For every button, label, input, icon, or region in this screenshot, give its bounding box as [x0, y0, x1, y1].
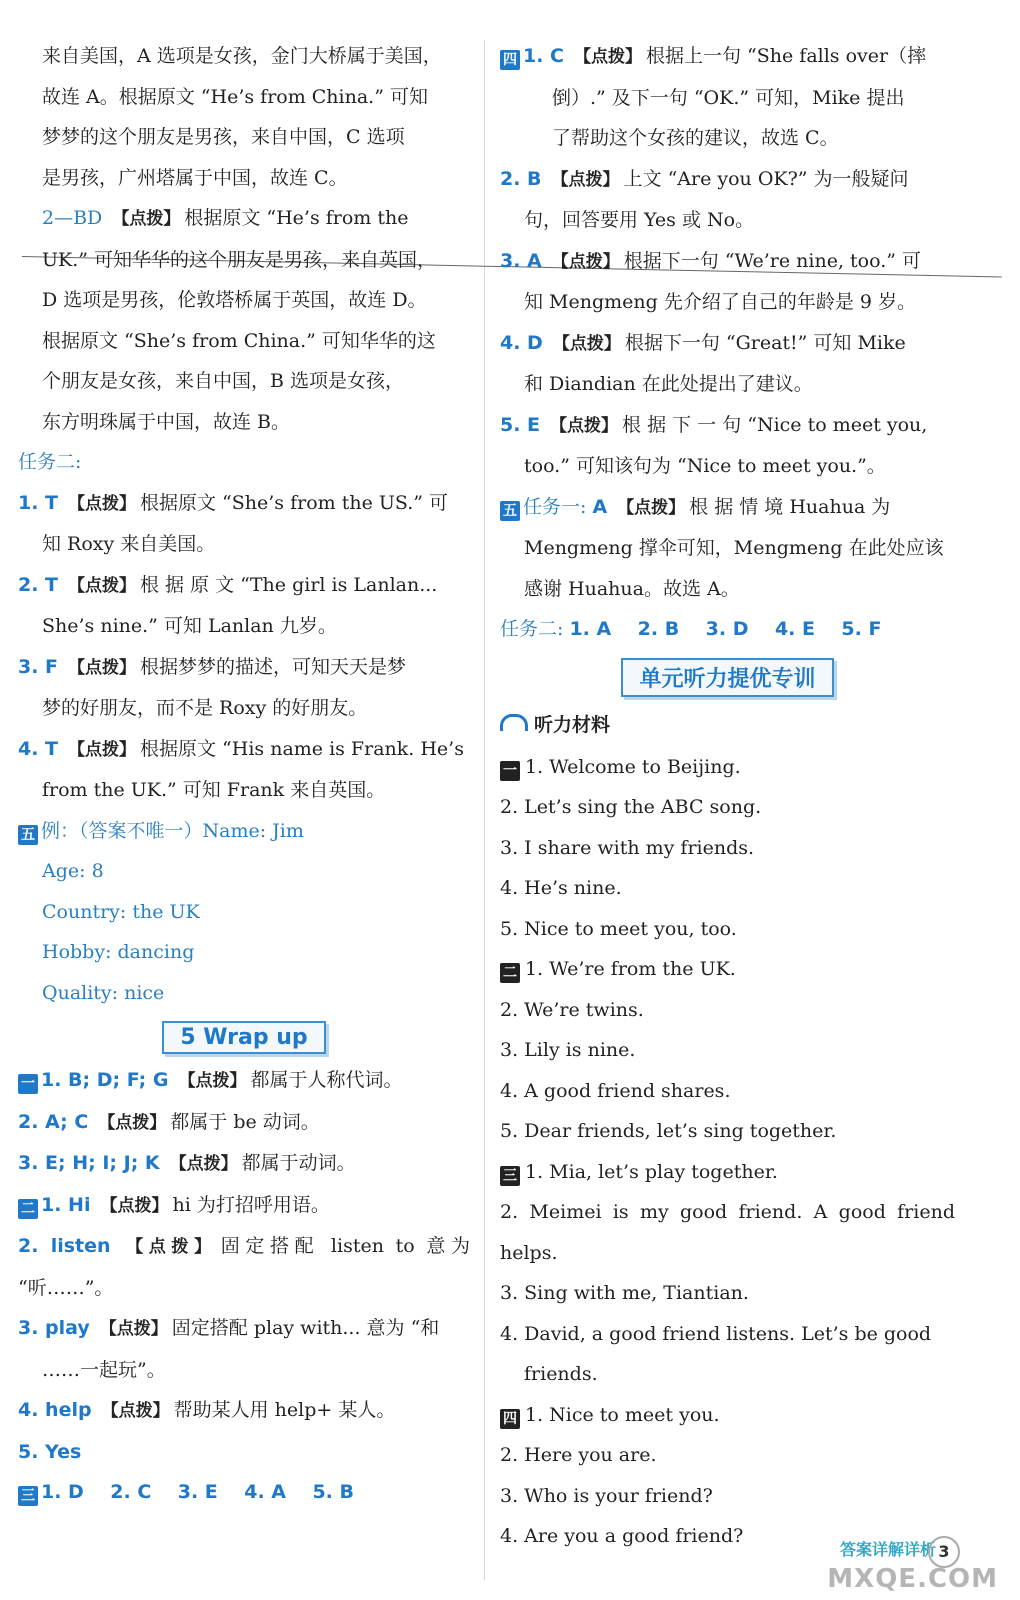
answer-item [18, 1308, 470, 1350]
tip-tag: 【点拨】 [169, 1154, 238, 1174]
text-line: 帮助某人用 help+ 某人。 [173, 1399, 396, 1421]
text-line: 1. We’re from the UK. [525, 958, 736, 980]
tip-tag: 【点拨】 [68, 493, 137, 514]
text-line: 都属于动词。 [241, 1152, 356, 1174]
text-line: hi 为打招呼用语。 [172, 1193, 330, 1216]
text-line: 感谢 Huahua。故选 A。 [524, 577, 740, 600]
text-line: 5. Nice to meet you, too. [500, 917, 737, 940]
text-line: 2. Meimei is my good friend. A good friend helps. [500, 1201, 955, 1264]
tip-tag: 【点拨】 [617, 497, 686, 518]
answer-number: 1. B; D; F; G [41, 1069, 169, 1091]
answer-item [500, 241, 955, 283]
answer-item [18, 1390, 470, 1432]
script-line [500, 1152, 955, 1193]
answer-number: 3. A [500, 249, 542, 272]
text-line: 句，回答要用 Yes 或 No。 [524, 209, 755, 231]
answer-item [500, 36, 955, 78]
answer-number: 4. help [18, 1399, 92, 1421]
text-line: 都属于人称代词。 [250, 1069, 403, 1091]
script-line [500, 1395, 955, 1436]
text-line: 2. Here you are. [500, 1444, 657, 1466]
answer-number: 1. Hi [41, 1193, 91, 1216]
text-line: 来自美国，A 选项是女孩，金门大桥属于美国， [42, 45, 442, 67]
answer-item [500, 487, 955, 529]
answer-number: 3. F [18, 655, 59, 678]
answer-item [18, 483, 470, 525]
column-divider [484, 40, 485, 1580]
tip-tag: 【点拨】 [550, 415, 619, 436]
text-line: 2. Let’s sing the ABC song. [500, 796, 762, 818]
text-line: 故连 A。根据原文 “He’s from China.” 可知 [42, 85, 428, 108]
right-column [500, 36, 955, 1557]
answer-number: 5. E [500, 413, 541, 436]
text-line: 根 据 情 境 Huahua 为 [689, 495, 891, 518]
tip-tag: 【点拨】 [552, 333, 621, 354]
answer-item [18, 1143, 470, 1185]
unit-title [500, 658, 955, 697]
answer-number: 5. Yes [18, 1440, 82, 1463]
text-line: 根据下一句 “We’re nine, too.” 可 [623, 249, 921, 272]
text-line: 1. Mia, let’s play together. [525, 1160, 778, 1183]
tip-tag: 【点拨】 [99, 1319, 168, 1339]
text-line: Mengmeng 撑伞可知，Mengmeng 在此处应该 [524, 537, 944, 559]
tip-tag: 【点拨】 [178, 1071, 247, 1091]
listening-heading [500, 703, 955, 747]
text-line: 倒）.” 及下一句 “OK.” 可知，Mike 提出 [552, 86, 905, 109]
tip-tag: 【点拨】 [120, 1237, 217, 1257]
text-line: 和 Diandian 在此处提出了建议。 [524, 373, 813, 395]
watermark: MXQE.COM [827, 1564, 998, 1594]
text-line: 根据原文 “She’s from the US.” 可 [140, 491, 449, 514]
answer-item [18, 1060, 470, 1102]
answer-list: 1. D 2. C 3. E 4. A 5. B [41, 1481, 354, 1503]
wrap-up-title-text: 5 Wrap up [162, 1021, 325, 1054]
tip-tag: 【点拨】 [574, 47, 642, 67]
answer-list: 1. A 2. B 3. D 4. E 5. F [569, 618, 882, 640]
tip-tag: 【点拨】 [98, 1112, 167, 1133]
footer-label: 答案详解详析 [839, 1540, 936, 1559]
text-line: 例：（答案不唯一）Name: Jim [41, 819, 304, 842]
text-line: 上文 “Are you OK?” 为一般疑问 [623, 167, 909, 190]
text-line: 2. We’re twins. [500, 998, 644, 1021]
answer-item [500, 609, 955, 650]
tip-tag: 【点拨】 [68, 575, 137, 596]
text-line: 根 据 下 一 句 “Nice to meet you, [622, 413, 928, 436]
text-line: 是男孩，广州塔属于中国，故连 C。 [42, 166, 348, 189]
unit-title-text: 单元听力提优专训 [621, 658, 833, 697]
text-line: 3. Sing with me, Tiantian. [500, 1282, 749, 1304]
text-line: 根据上一句 “She falls over（摔 [646, 45, 927, 67]
answer-number: 2. listen [18, 1235, 111, 1257]
answer-number: 4. D [500, 331, 543, 354]
tip-tag: 【点拨】 [68, 657, 137, 678]
answer-item [18, 647, 470, 689]
text-line: 固定搭配 play with... 意为 “和 [171, 1317, 440, 1339]
answer-item [18, 565, 470, 607]
answer-item [18, 1185, 470, 1227]
text-line: 梦梦的这个朋友是男孩，来自中国，C 选项 [42, 126, 405, 148]
section-four-icon: 四 [500, 50, 520, 70]
text-line: Hobby: dancing [42, 941, 195, 963]
answer-item [500, 323, 955, 365]
text-line: 东方明珠属于中国，故连 B。 [42, 410, 291, 433]
text-line: D 选项是男孩，伦敦塔桥属于英国，故连 D。 [42, 289, 427, 311]
text-line: 根据原文 “She’s from China.” 可知华华的这 [42, 329, 436, 352]
text-line: 4. He’s nine. [500, 877, 622, 899]
text-line: 固定搭配 listen to 意为 “听……”。 [18, 1235, 471, 1299]
answer-item [18, 198, 470, 240]
text-line: 3. Who is your friend? [500, 1484, 713, 1507]
text-line: from the UK.” 可知 Frank 来自英国。 [42, 779, 386, 801]
left-column [18, 36, 470, 1513]
task-heading: 任务一: [523, 495, 587, 518]
task-heading: 任务二: [18, 451, 82, 473]
answer-item [18, 1472, 470, 1513]
text-line: 1. Welcome to Beijing. [525, 755, 741, 778]
text-line: 个朋友是女孩，来自中国，B 选项是女孩， [42, 370, 405, 392]
tip-tag: 【点拨】 [101, 1401, 170, 1421]
section-five-icon: 五 [500, 501, 520, 521]
answer-item [500, 405, 955, 447]
group-one-icon: 一 [500, 761, 520, 781]
answer-number: 2. T [18, 573, 59, 596]
answer-number: 4. T [18, 737, 59, 760]
tip-tag: 【点拨】 [68, 739, 137, 760]
text-line: 1. Nice to meet you. [525, 1403, 720, 1426]
text-line: 4. A good friend shares. [500, 1079, 731, 1102]
answer-label: 2—BD [42, 207, 103, 229]
tip-tag: 【点拨】 [551, 251, 620, 272]
answer-number: A [592, 495, 608, 518]
text-line: 3. Lily is nine. [500, 1039, 636, 1061]
text-line: Country: the UK [42, 900, 200, 923]
section-three-icon: 三 [18, 1486, 38, 1506]
tip-tag: 【点拨】 [551, 169, 620, 190]
wrap-up-title [18, 1021, 470, 1054]
tip-tag: 【点拨】 [112, 209, 181, 229]
text-line: 5. Dear friends, let’s sing together. [500, 1120, 837, 1142]
answer-number: 3. E; H; I; J; K [18, 1152, 160, 1174]
text-line: 根据原文 “He’s from the [184, 207, 409, 229]
script-line [500, 949, 955, 990]
script-line [500, 747, 955, 788]
listening-heading-text: 听力材料 [534, 713, 611, 736]
text-line: 4. Are you a good friend? [500, 1525, 744, 1547]
task-heading: 任务二: [500, 618, 564, 640]
text-line: 梦的好朋友，而不是 Roxy 的好朋友。 [42, 697, 368, 719]
text-line: too.” 可知该句为 “Nice to meet you.”。 [524, 455, 886, 477]
text-line: 根据梦梦的描述，可知天天是梦 [140, 655, 407, 678]
text-line: 知 Mengmeng 先介绍了自己的年龄是 9 岁。 [524, 291, 917, 313]
text-line: UK.” 可知华华的这个朋友是男孩，来自英国， [42, 248, 437, 271]
text-line: 知 Roxy 来自美国。 [42, 533, 216, 555]
answer-item [18, 1226, 470, 1308]
section-five [18, 811, 470, 852]
tip-tag: 【点拨】 [100, 1195, 169, 1216]
text-line: 了帮助这个女孩的建议，故选 C。 [552, 127, 839, 149]
section-five-icon: 五 [18, 825, 38, 845]
text-line: 根据下一句 “Great!” 可知 Mike [624, 331, 906, 354]
page-number: 3 [928, 1536, 960, 1568]
answer-item [500, 159, 955, 201]
answer-number: 1. C [523, 45, 564, 67]
group-two-icon: 二 [500, 963, 520, 983]
answer-number: 2. B [500, 167, 542, 190]
answer-item [18, 1432, 470, 1473]
answer-number: 3. play [18, 1317, 90, 1339]
answer-number: 2. A; C [18, 1110, 89, 1133]
text-line: ……一起玩”。 [42, 1358, 166, 1381]
text-line: 都属于 be 动词。 [170, 1110, 320, 1133]
answer-number: 1. T [18, 491, 59, 514]
text-line: 4. David, a good friend listens. Let’s be good [500, 1322, 932, 1345]
text-line: She’s nine.” 可知 Lanlan 九岁。 [42, 615, 337, 637]
group-four-icon: 四 [500, 1409, 520, 1429]
headphones-icon [500, 714, 528, 731]
text-line: friends. [524, 1363, 598, 1385]
group-three-icon: 三 [500, 1166, 520, 1186]
answer-item [18, 1102, 470, 1144]
text-line: Age: 8 [42, 860, 104, 882]
text-line: 3. I share with my friends. [500, 836, 755, 859]
text-line: 根 据 原 文 “The girl is Lanlan... [140, 573, 438, 596]
answer-item [18, 729, 470, 771]
text-line: Quality: nice [42, 981, 165, 1004]
section-one-icon: 一 [18, 1074, 38, 1094]
section-two-icon: 二 [18, 1199, 38, 1219]
text-line: 根据原文 “His name is Frank. He’s [140, 737, 464, 760]
